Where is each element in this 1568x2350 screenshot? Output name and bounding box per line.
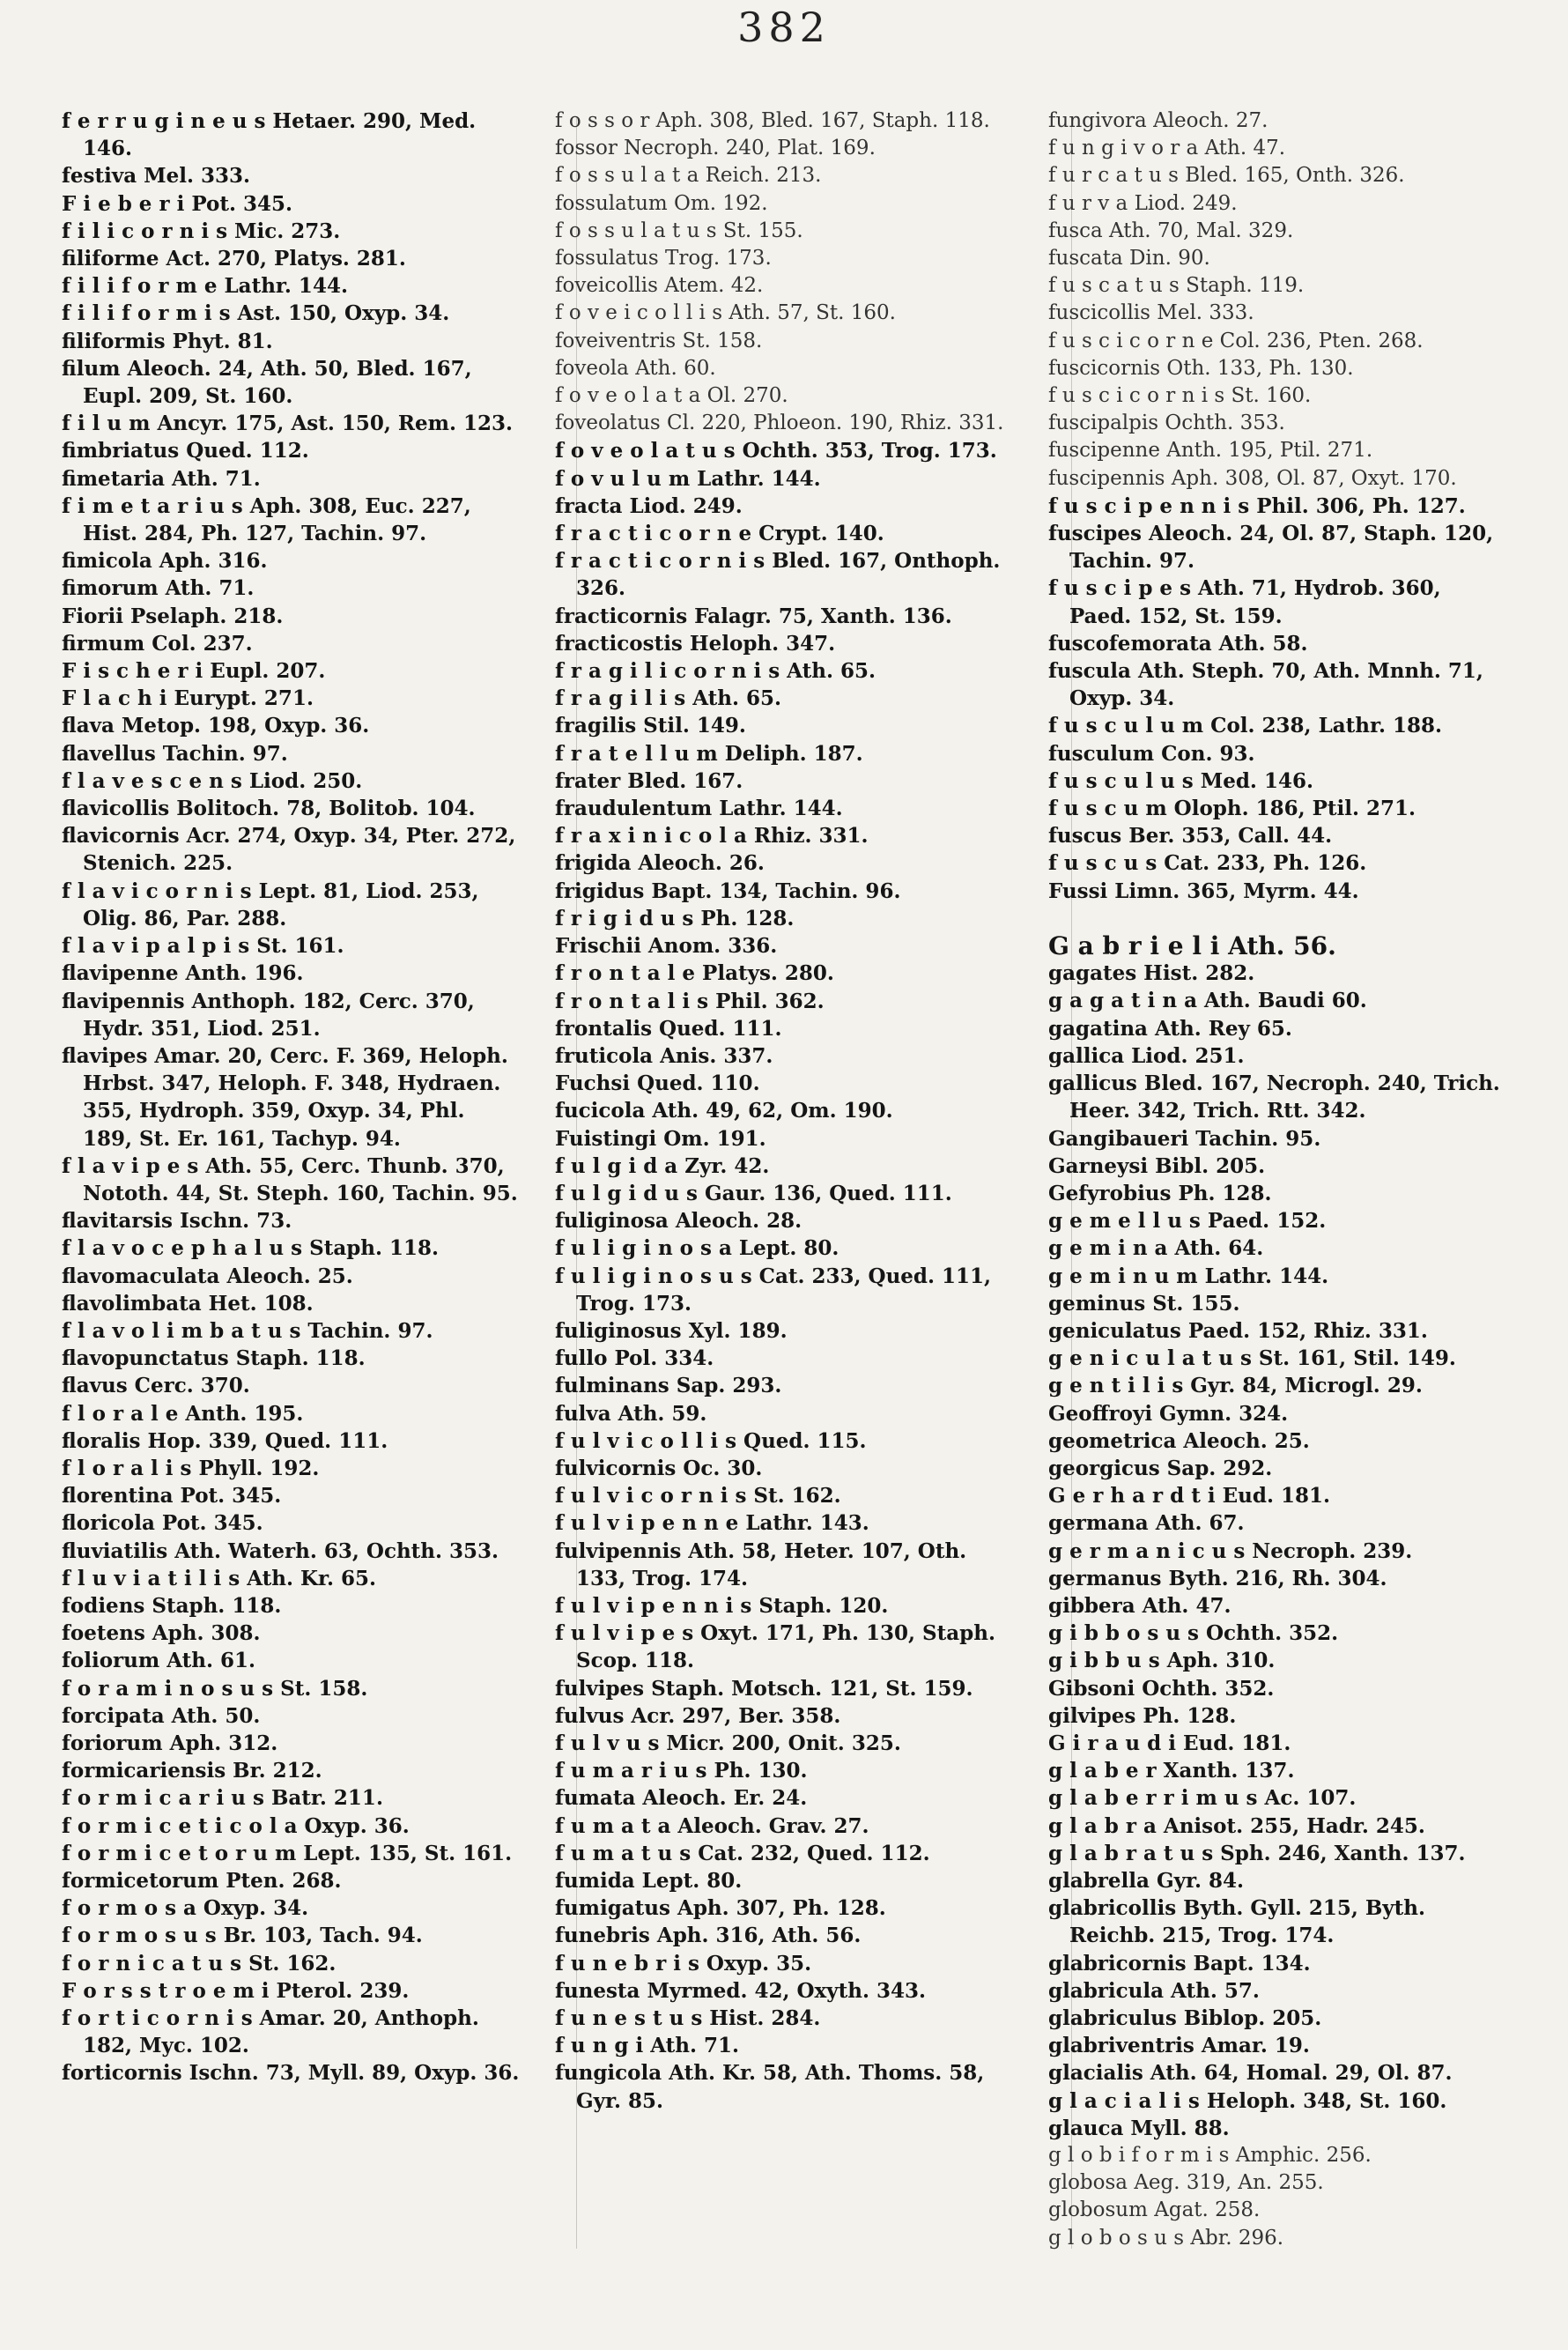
- index-entry: g e n i c u l a t u s St. 161, Stil. 149.: [1048, 1346, 1456, 1371]
- index-entry: Fuchsi Qued. 110.: [555, 1071, 760, 1096]
- index-entry: fulvipennis Ath. 58, Heter. 107, Oth. 133, Trog. 174.: [555, 1538, 967, 1590]
- index-entry: f r a c t i c o r n e Crypt. 140.: [555, 522, 884, 546]
- index-entry: f u s c u m Oloph. 186, Ptil. 271.: [1048, 797, 1416, 821]
- index-entry: Garneysi Bibl. 205.: [1048, 1153, 1266, 1178]
- index-entry: f u l v i p e n n e Lathr. 143.: [555, 1511, 869, 1536]
- index-entry: fungivora Aleoch. 27.: [1048, 109, 1268, 132]
- index-entry: fimorum Ath. 71.: [62, 576, 255, 601]
- index-entry: festiva Mel. 333.: [62, 164, 250, 189]
- index-entry: f u l i g i n o s a Lept. 80.: [555, 1236, 839, 1261]
- index-entry: fimetaria Ath. 71.: [62, 466, 261, 491]
- index-entry: fulvus Acr. 297, Ber. 358.: [555, 1703, 841, 1728]
- index-entry: fossulatum Om. 192.: [555, 191, 768, 215]
- index-entry: f o v u l u m Lathr. 144.: [555, 466, 821, 491]
- index-entry: fracta Liod. 249.: [555, 493, 743, 518]
- index-entry: f r o n t a l e Platys. 280.: [555, 961, 834, 986]
- index-entry: f i l i c o r n i s Mic. 273.: [62, 219, 341, 243]
- index-entry: glabrella Gyr. 84.: [1048, 1868, 1244, 1893]
- index-entry: fracticornis Falagr. 75, Xanth. 136.: [555, 604, 952, 628]
- index-entry: f r a c t i c o r n i s Bled. 167, Onthoph. 326.: [555, 549, 1001, 601]
- index-entry: f l a v o c e p h a l u s Staph. 118.: [62, 1236, 440, 1261]
- index-entry: forticornis Ischn. 73, Myll. 89, Oxyp. 36.: [62, 2061, 520, 2086]
- index-entry: fossor Necroph. 240, Plat. 169.: [555, 137, 876, 160]
- index-entry: glabriculus Biblop. 205.: [1048, 2006, 1322, 2030]
- index-entry: F l a c h i Eurypt. 271.: [62, 686, 314, 711]
- index-entry: f u l i g i n o s u s Cat. 233, Qued. 111, Trog. 173.: [555, 1264, 992, 1316]
- index-entry: frigida Aleoch. 26.: [555, 851, 765, 876]
- index-entry: fumata Aleoch. Er. 24.: [555, 1786, 808, 1811]
- index-entry: f u l v i p e n n i s Staph. 120.: [555, 1593, 889, 1618]
- index-entry: flavus Cerc. 370.: [62, 1374, 250, 1398]
- index-entry: f l a v i p a l p i s St. 161.: [62, 934, 344, 959]
- index-entry: f u s c u l u m Col. 238, Lathr. 188.: [1048, 714, 1443, 738]
- index-entry: frontalis Qued. 111.: [555, 1016, 782, 1041]
- index-entry: f o v e i c o l l i s Ath. 57, St. 160.: [555, 301, 896, 325]
- index-entry: filiformis Phyt. 81.: [62, 329, 273, 353]
- index-entry: g a g a t i n a Ath. Baudi 60.: [1048, 989, 1367, 1013]
- index-entry: f l a v e s c e n s Liod. 250.: [62, 768, 363, 793]
- index-entry: fuscula Ath. Steph. 70, Ath. Mnnh. 71, Oxyp. 34.: [1048, 659, 1483, 711]
- index-entry: gallica Liod. 251.: [1048, 1043, 1245, 1068]
- index-entry: fulvicornis Oc. 30.: [555, 1456, 763, 1480]
- index-entry: fullo Pol. 334.: [555, 1346, 714, 1371]
- index-entry: forcipata Ath. 50.: [62, 1703, 261, 1728]
- index-entry: f e r r u g i n e u s Hetaer. 290, Med. 146.: [62, 109, 477, 161]
- index-entry: funebris Aph. 316, Ath. 56.: [555, 1924, 862, 1948]
- index-entry: formicetorum Pten. 268.: [62, 1869, 342, 1893]
- index-entry: g l a b e r Xanth. 137.: [1048, 1759, 1295, 1783]
- index-entry: Gibsoni Ochth. 352.: [1048, 1676, 1275, 1701]
- index-entry: f u l g i d u s Gaur. 136, Qued. 111.: [555, 1181, 952, 1205]
- index-entry: fracticostis Heloph. 347.: [555, 631, 836, 656]
- index-entry: g l o b o s u s Abr. 296.: [1048, 2226, 1284, 2250]
- index-entry: foetens Aph. 308.: [62, 1621, 261, 1646]
- index-entry: G e r h a r d t i Eud. 181.: [1048, 1484, 1331, 1509]
- index-entry: g l a b r a t u s Sph. 246, Xanth. 137.: [1048, 1841, 1466, 1865]
- index-entry: foveicollis Atem. 42.: [555, 274, 764, 298]
- index-entry: flavomaculata Aleoch. 25.: [62, 1264, 353, 1288]
- index-entry: f r a g i l i s Ath. 65.: [555, 686, 782, 711]
- index-entry: g e r m a n i c u s Necroph. 239.: [1048, 1538, 1413, 1563]
- index-entry: f i l i f o r m i s Ast. 150, Oxyp. 34.: [62, 301, 450, 326]
- index-entry: g l o b i f o r m i s Amphic. 256.: [1048, 2144, 1372, 2168]
- index-entry: gibbera Ath. 47.: [1048, 1593, 1231, 1618]
- index-entry: glabricula Ath. 57.: [1048, 1978, 1260, 2003]
- index-entry: f i l u m Ancyr. 175, Ast. 150, Rem. 123.: [62, 411, 514, 436]
- index-entry: germana Ath. 67.: [1048, 1511, 1245, 1536]
- index-entry: fuscipalpis Ochth. 353.: [1048, 411, 1285, 435]
- index-entry: fuliginosus Xyl. 189.: [555, 1318, 788, 1343]
- index-entry: flavellus Tachin. 97.: [62, 741, 288, 766]
- index-entry: flavopunctatus Staph. 118.: [62, 1346, 366, 1371]
- index-entry: geniculatus Paed. 152, Rhiz. 331.: [1048, 1318, 1428, 1343]
- index-entry: globosa Aeg. 319, An. 255.: [1048, 2171, 1324, 2195]
- index-entry: fuscicornis Oth. 133, Ph. 130.: [1048, 356, 1354, 380]
- index-entry: germanus Byth. 216, Rh. 304.: [1048, 1566, 1387, 1590]
- index-entry: fraudulentum Lathr. 144.: [555, 797, 843, 821]
- index-entry: g l a b e r r i m u s Ac. 107.: [1048, 1786, 1357, 1811]
- index-entry: fuscus Ber. 353, Call. 44.: [1048, 824, 1333, 849]
- index-entry: flavitarsis Ischn. 73.: [62, 1209, 292, 1234]
- index-entry: f u r c a t u s Bled. 165, Onth. 326.: [1048, 164, 1405, 188]
- index-entry: f u n e s t u s Hist. 284.: [555, 2006, 821, 2031]
- index-entry: f u n g i Ath. 71.: [555, 2034, 740, 2058]
- index-entry: fulvipes Staph. Motsch. 121, St. 159.: [555, 1676, 973, 1701]
- index-entry: f l a v i p e s Ath. 55, Cerc. Thunb. 370, Nototh. 44, St. Steph. 160, Tachin. 95.: [62, 1153, 518, 1205]
- index-entry: f o s s u l a t u s St. 155.: [555, 219, 803, 242]
- index-entry: g i b b o s u s Ochth. 352.: [1048, 1621, 1339, 1646]
- index-entry: Gefyrobius Ph. 128.: [1048, 1181, 1272, 1205]
- index-entry: fuliginosa Aleoch. 28.: [555, 1209, 802, 1234]
- index-entry: fuscipennis Aph. 308, Ol. 87, Oxyt. 170.: [1048, 466, 1457, 490]
- index-entry: Fiorii Pselaph. 218.: [62, 604, 284, 628]
- index-entry: flavipes Amar. 20, Cerc. F. 369, Heloph. Hrbst. 347, Heloph. F. 348, Hydraen. 355, Hydroph. 359, Oxyp. 34, Phl. 189, St. Er. 161, Tachyp. 94.: [62, 1043, 508, 1151]
- index-entry: g l a b r a Anisot. 255, Hadr. 245.: [1048, 1813, 1425, 1838]
- index-entry: fimicola Aph. 316.: [62, 549, 268, 574]
- index-entry: fumigatus Aph. 307, Ph. 128.: [555, 1896, 886, 1921]
- index-entry: geometrica Aleoch. 25.: [1048, 1428, 1310, 1453]
- index-entry: fuscipes Aleoch. 24, Ol. 87, Staph. 120, Tachin. 97.: [1048, 522, 1494, 574]
- page-number: 382: [737, 4, 831, 51]
- index-entry: f u s c i c o r n i s St. 160.: [1048, 384, 1312, 408]
- index-entry: fuscipenne Anth. 195, Ptil. 271.: [1048, 439, 1373, 463]
- index-entry: Fussi Limn. 365, Myrm. 44.: [1048, 878, 1359, 903]
- index-entry: fimbriatus Qued. 112.: [62, 439, 309, 463]
- index-entry: frater Bled. 167.: [555, 768, 743, 793]
- index-entry: flavolimbata Het. 108.: [62, 1291, 314, 1316]
- index-entry: f l a v o l i m b a t u s Tachin. 97.: [62, 1318, 433, 1343]
- index-entry: G a b r i e l i Ath. 56.: [1048, 931, 1336, 961]
- index-entry: f i l i f o r m e Lathr. 144.: [62, 274, 348, 299]
- index-entry: f u n e b r i s Oxyp. 35.: [555, 1951, 812, 1976]
- index-entry: f u s c i p e n n i s Phil. 306, Ph. 127.: [1048, 493, 1466, 518]
- index-entry: flavipenne Anth. 196.: [62, 961, 304, 986]
- index-entry: globosum Agat. 258.: [1048, 2198, 1261, 2222]
- index-entry: f o r m i c a r i u s Batr. 211.: [62, 1786, 383, 1811]
- index-entry: f r a t e l l u m Deliph. 187.: [555, 741, 863, 766]
- index-entry: f o v e o l a t a Ol. 270.: [555, 384, 788, 408]
- index-entry: Frischii Anom. 336.: [555, 934, 778, 959]
- index-entry: f u l v i c o l l i s Qued. 115.: [555, 1428, 867, 1453]
- index-entry: fumida Lept. 80.: [555, 1869, 743, 1893]
- index-entry: f u r v a Liod. 249.: [1048, 191, 1238, 215]
- index-entry: geminus St. 155.: [1048, 1291, 1240, 1316]
- index-entry: filum Aleoch. 24, Ath. 50, Bled. 167, Eupl. 209, St. 160.: [62, 356, 472, 409]
- index-entry: f o r m i c e t i c o l a Oxyp. 36.: [62, 1813, 410, 1838]
- index-entry: f r o n t a l i s Phil. 362.: [555, 989, 825, 1013]
- index-entry: formicariensis Br. 212.: [62, 1759, 322, 1783]
- index-entry: f u s c a t u s Staph. 119.: [1048, 274, 1305, 298]
- index-entry: f u n g i v o r a Ath. 47.: [1048, 137, 1286, 160]
- index-entry: gagatina Ath. Rey 65.: [1048, 1016, 1292, 1041]
- index-entry: f u l v i p e s Oxyt. 171, Ph. 130, Staph. Scop. 118.: [555, 1621, 995, 1673]
- index-entry: f u m a t a Aleoch. Grav. 27.: [555, 1813, 869, 1838]
- index-column-3: [1048, 107, 1506, 2252]
- index-entry: fuscata Din. 90.: [1048, 247, 1210, 271]
- index-entry: f u l v u s Micr. 200, Onit. 325.: [555, 1731, 901, 1755]
- index-entry: foveolatus Cl. 220, Phloeon. 190, Rhiz. 331.: [555, 411, 1004, 435]
- index-entry: fuscofemorata Ath. 58.: [1048, 631, 1308, 656]
- index-entry: f o r m o s u s Br. 103, Tach. 94.: [62, 1924, 423, 1948]
- index-entry: F i e b e r i Pot. 345.: [62, 191, 292, 216]
- index-entry: g e n t i l i s Gyr. 84, Microgl. 29.: [1048, 1374, 1423, 1398]
- index-entry: glabriventris Amar. 19.: [1048, 2034, 1310, 2058]
- index-entry: f o s s u l a t a Reich. 213.: [555, 164, 822, 188]
- index-entry: g e m e l l u s Paed. 152.: [1048, 1209, 1327, 1234]
- index-entry: f u l v i c o r n i s St. 162.: [555, 1484, 841, 1509]
- index-entry: fossulatus Trog. 173.: [555, 247, 772, 271]
- index-entry: f l a v i c o r n i s Lept. 81, Liod. 253, Olig. 86, Par. 288.: [62, 878, 479, 930]
- index-entry: flavipennis Anthoph. 182, Cerc. 370, Hydr. 351, Liod. 251.: [62, 989, 475, 1041]
- index-entry: f l o r a l e Anth. 195.: [62, 1401, 304, 1426]
- index-entry: f r a x i n i c o l a Rhiz. 331.: [555, 824, 869, 849]
- index-entry: Geoffroyi Gymn. 324.: [1048, 1401, 1289, 1426]
- index-entry: f o r n i c a t u s St. 162.: [62, 1951, 337, 1976]
- index-entry: fragilis Stil. 149.: [555, 714, 746, 738]
- index-entry: fruticola Anis. 337.: [555, 1043, 773, 1068]
- index-entry: firmum Col. 237.: [62, 631, 253, 656]
- index-entry: f o r m i c e t o r u m Lept. 135, St. 161.: [62, 1841, 513, 1865]
- index-entry: f u m a t u s Cat. 232, Qued. 112.: [555, 1841, 930, 1865]
- index-entry: f u s c u s Cat. 233, Ph. 126.: [1048, 851, 1367, 876]
- index-entry: f u l g i d a Zyr. 42.: [555, 1153, 770, 1178]
- index-entry: f u m a r i u s Ph. 130.: [555, 1759, 808, 1783]
- index-entry: g i b b u s Aph. 310.: [1048, 1649, 1276, 1673]
- index-entry: f o r m o s a Oxyp. 34.: [62, 1896, 309, 1921]
- index-entry: georgicus Sap. 292.: [1048, 1456, 1273, 1480]
- index-entry: glauca Myll. 88.: [1048, 2116, 1230, 2140]
- index-entry: f u s c i c o r n e Col. 236, Pten. 268.: [1048, 329, 1424, 352]
- index-entry: g e m i n u m Lathr. 144.: [1048, 1264, 1329, 1288]
- index-entry: foveola Ath. 60.: [555, 356, 716, 380]
- index-entry: g l a c i a l i s Heloph. 348, St. 160.: [1048, 2088, 1447, 2113]
- index-entry: f o r t i c o r n i s Amar. 20, Anthoph. 182, Myc. 102.: [62, 2006, 479, 2058]
- index-entry: Fuistingi Om. 191.: [555, 1126, 766, 1151]
- index-column-1: [62, 107, 520, 2087]
- index-entry: florentina Pot. 345.: [62, 1484, 282, 1509]
- index-entry: f l o r a l i s Phyll. 192.: [62, 1456, 320, 1480]
- index-entry: f u s c i p e s Ath. 71, Hydrob. 360, Paed. 152, St. 159.: [1048, 576, 1441, 628]
- index-entry: gallicus Bled. 167, Necroph. 240, Trich. Heer. 342, Trich. Rtt. 342.: [1048, 1071, 1500, 1123]
- index-entry: f o s s o r Aph. 308, Bled. 167, Staph. 118.: [555, 109, 990, 132]
- index-entry: foliorum Ath. 61.: [62, 1649, 256, 1673]
- index-entry: Gangibaueri Tachin. 95.: [1048, 1126, 1321, 1151]
- index-entry: gagates Hist. 282.: [1048, 961, 1255, 986]
- index-entry: fusca Ath. 70, Mal. 329.: [1048, 219, 1294, 242]
- index-entry: fucicola Ath. 49, 62, Om. 190.: [555, 1099, 893, 1123]
- index-entry: glabricornis Bapt. 134.: [1048, 1951, 1311, 1976]
- index-entry: flavicornis Acr. 274, Oxyp. 34, Pter. 272, Stenich. 225.: [62, 824, 516, 876]
- index-entry: flava Metop. 198, Oxyp. 36.: [62, 714, 370, 738]
- index-entry: fulminans Sap. 293.: [555, 1374, 782, 1398]
- index-column-2: [555, 107, 1013, 2115]
- index-entry: f r a g i l i c o r n i s Ath. 65.: [555, 659, 876, 684]
- index-entry: g e m i n a Ath. 64.: [1048, 1236, 1264, 1261]
- index-entry: foveiventris St. 158.: [555, 329, 763, 352]
- index-entry: flavicollis Bolitoch. 78, Bolitob. 104.: [62, 797, 476, 821]
- index-entry: fuscicollis Mel. 333.: [1048, 301, 1254, 325]
- index-entry: fodiens Staph. 118.: [62, 1593, 282, 1618]
- index-entry: f l u v i a t i l i s Ath. Kr. 65.: [62, 1566, 377, 1590]
- index-entry: F o r s s t r o e m i Pterol. 239.: [62, 1978, 410, 2003]
- index-entry: G i r a u d i Eud. 181.: [1048, 1731, 1291, 1755]
- index-entry: fusculum Con. 93.: [1048, 741, 1255, 766]
- index-entry: f i m e t a r i u s Aph. 308, Euc. 227, Hist. 284, Ph. 127, Tachin. 97.: [62, 493, 471, 546]
- index-entry: gilvipes Ph. 128.: [1048, 1703, 1237, 1728]
- index-entry: F i s c h e r i Eupl. 207.: [62, 659, 326, 684]
- index-entry: floricola Pot. 345.: [62, 1511, 263, 1536]
- index-entry: filiforme Act. 270, Platys. 281.: [62, 247, 406, 271]
- index-entry: glacialis Ath. 64, Homal. 29, Ol. 87.: [1048, 2061, 1453, 2086]
- index-entry: glabricollis Byth. Gyll. 215, Byth. Reichb. 215, Trog. 174.: [1048, 1896, 1426, 1948]
- index-entry: floralis Hop. 339, Qued. 111.: [62, 1428, 388, 1453]
- index-entry: foriorum Aph. 312.: [62, 1731, 278, 1755]
- section-gap: [1048, 905, 1506, 932]
- index-entry: f u s c u l u s Med. 146.: [1048, 768, 1313, 793]
- index-entry: frigidus Bapt. 134, Tachin. 96.: [555, 878, 901, 903]
- index-entry: f o v e o l a t u s Ochth. 353, Trog. 173.: [555, 439, 997, 463]
- index-entry: fungicola Ath. Kr. 58, Ath. Thoms. 58, Gyr. 85.: [555, 2061, 985, 2113]
- index-columns: [62, 107, 1524, 2328]
- index-entry: f r i g i d u s Ph. 128.: [555, 906, 795, 930]
- index-entry: funesta Myrmed. 42, Oxyth. 343.: [555, 1978, 926, 2003]
- index-entry: fulva Ath. 59.: [555, 1401, 707, 1426]
- index-entry: fluviatilis Ath. Waterh. 63, Ochth. 353.: [62, 1538, 499, 1563]
- index-entry: f o r a m i n o s u s St. 158.: [62, 1676, 368, 1701]
